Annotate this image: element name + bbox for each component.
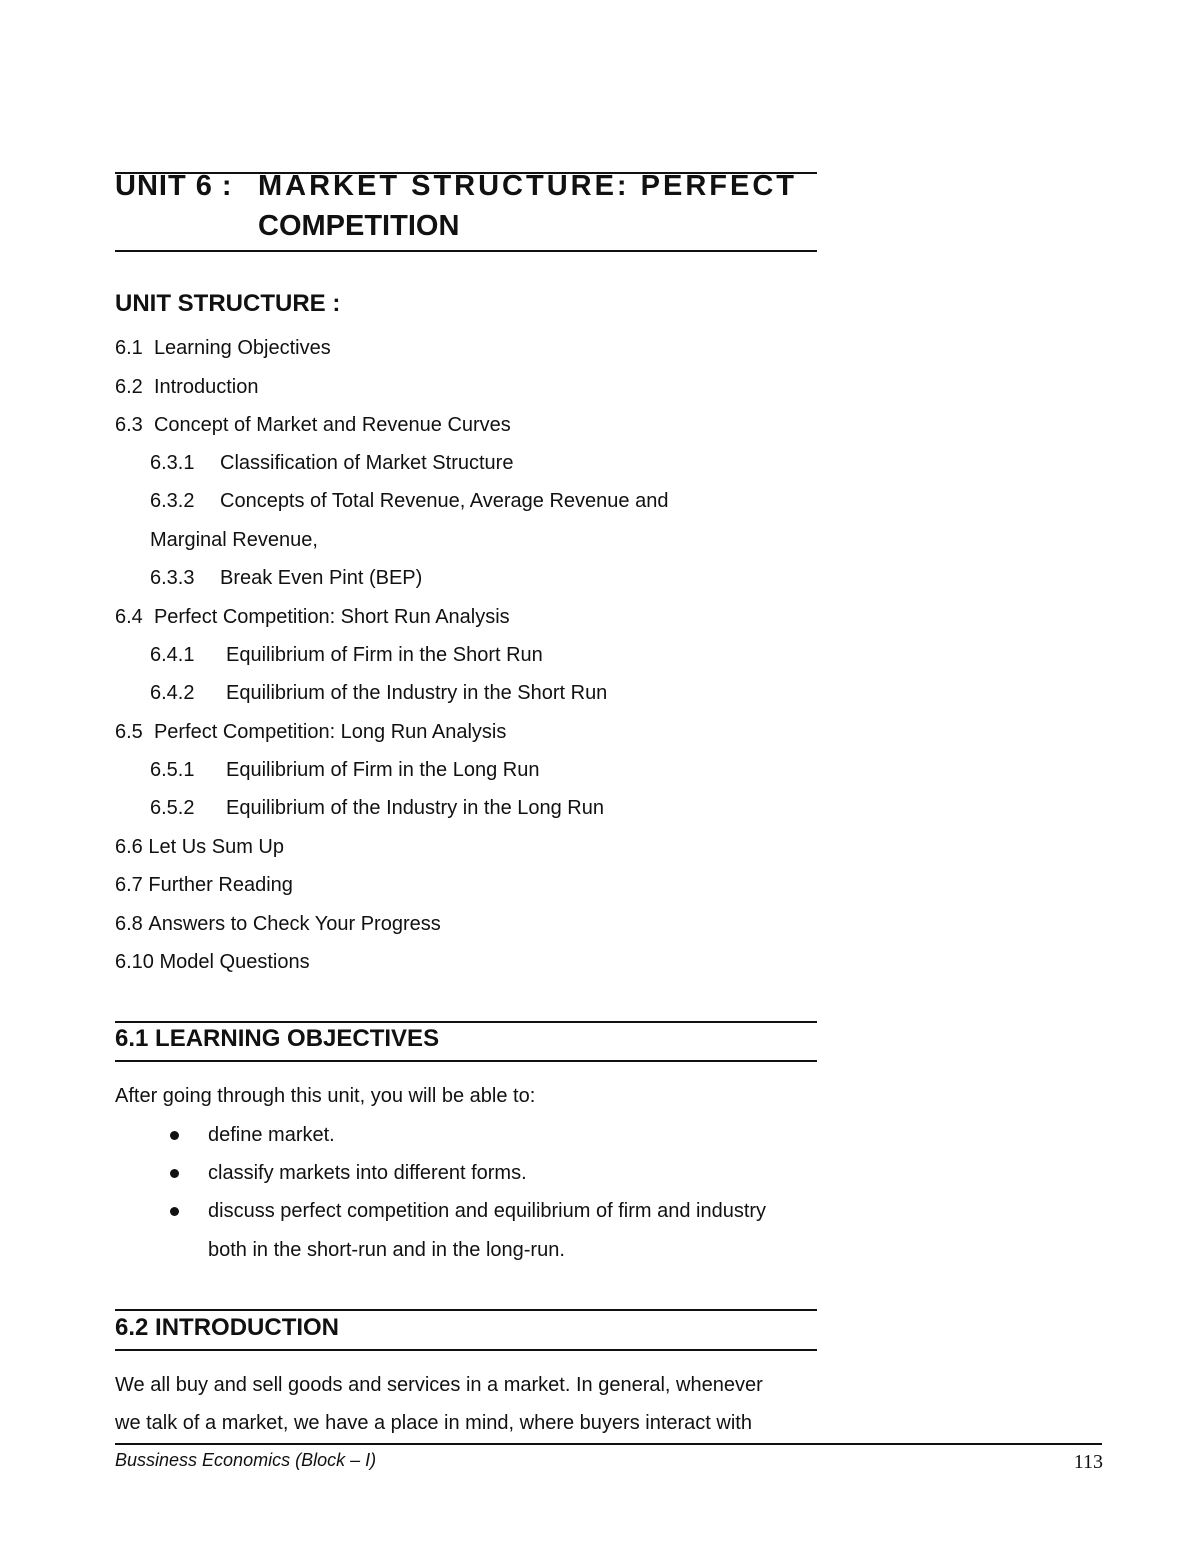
introduction-heading: 6.2 INTRODUCTION [115,1314,340,1341]
toc-item-label: Learning Objectives [153,337,331,359]
toc-item-number: 6.10 [115,951,154,973]
toc-item-label: Equilibrium of Firm in the Long Run [226,759,540,781]
footer-rule [115,1443,1102,1445]
toc-item-label: Classification of Market Structure [220,452,514,474]
toc-item [115,336,331,360]
page-number: 113 [1073,1451,1103,1473]
unit-title-line1: MARKET STRUCTURE: PERFECT [258,170,797,202]
toc-item-label: Concepts of Total Revenue, Average Revenue and [220,490,669,512]
toc-subitem [150,643,543,667]
toc-item-label: Equilibrium of Firm in the Short Run [226,644,543,666]
toc-item-number: 6.5.2 [150,797,195,819]
toc-item [115,835,284,859]
section-top-rule [115,1309,817,1311]
toc-item-number: 6.6 [115,836,143,858]
objective-item: define market. [208,1124,335,1146]
toc-item-label: Introduction [153,376,259,398]
toc-item [115,605,510,629]
toc-item-label: Perfect Competition: Long Run Analysis [153,721,507,743]
toc-item-number: 6.4.1 [150,644,195,666]
bullet-icon [170,1131,179,1140]
toc-item-number: 6.1 [115,337,143,359]
toc-item-number: 6.4 [115,606,143,628]
toc-item [115,873,293,897]
introduction-line: we talk of a market, we have a place in mind, where buyers interact with [115,1412,752,1434]
toc-item-number: 6.3 [115,414,143,436]
toc-item-label: Let Us Sum Up [148,836,284,858]
toc-item-label: Equilibrium of the Industry in the Long Run [226,797,604,819]
toc-item-label: Break Even Pint (BEP) [220,567,423,589]
objectives-intro: After going through this unit, you will be able to: [115,1085,536,1107]
toc-item-label: Answers to Check Your Progress [148,913,441,935]
toc-item-number: 6.4.2 [150,682,195,704]
toc-item-number: 6.5.1 [150,759,195,781]
bullet-icon [170,1207,179,1216]
toc-subitem [150,451,513,475]
unit-structure-heading: UNIT STRUCTURE : [115,290,341,317]
toc-item-label: Perfect Competition: Short Run Analysis [153,606,510,628]
toc-subitem [150,796,604,820]
toc-item-number: 6.2 [115,376,143,398]
toc-item [115,720,506,744]
toc-item [115,950,310,974]
section-bottom-rule [115,1060,817,1062]
unit-title-line2: COMPETITION [258,210,460,242]
toc-subitem-continuation [150,528,318,552]
toc-item-number: 6.7 [115,874,143,896]
toc-item-number: 6.8 [115,913,143,935]
toc-item [115,912,441,936]
title-bottom-rule [115,250,817,252]
toc-item-number: 6.3.3 [150,567,195,589]
bullet-icon [170,1169,179,1178]
objective-item: classify markets into different forms. [208,1162,527,1184]
toc-item-label: Marginal Revenue, [150,529,318,551]
toc-item [115,375,258,399]
objective-item: discuss perfect competition and equilibrium of firm and industry [208,1200,767,1222]
toc-item-label: Further Reading [148,874,293,896]
toc-subitem [150,566,422,590]
unit-label: UNIT 6 : [115,170,233,202]
learning-objectives-heading: 6.1 LEARNING OBJECTIVES [115,1025,440,1052]
toc-item-number: 6.5 [115,721,143,743]
toc-item-label: Model Questions [159,951,310,973]
toc-item [115,413,511,437]
toc-item-number: 6.3.2 [150,490,195,512]
section-top-rule [115,1021,817,1023]
toc-item-number: 6.3.1 [150,452,195,474]
toc-subitem [150,489,668,513]
footer-book-title: Bussiness Economics (Block – I) [115,1450,377,1470]
section-bottom-rule [115,1349,817,1351]
toc-item-label: Concept of Market and Revenue Curves [153,414,511,436]
toc-item-label: Equilibrium of the Industry in the Short Run [226,682,608,704]
toc-subitem [150,758,539,782]
objective-item-continuation: both in the short-run and in the long-run. [208,1239,565,1261]
introduction-line: We all buy and sell goods and services in a market. In general, whenever [115,1374,763,1396]
toc-subitem [150,681,607,705]
